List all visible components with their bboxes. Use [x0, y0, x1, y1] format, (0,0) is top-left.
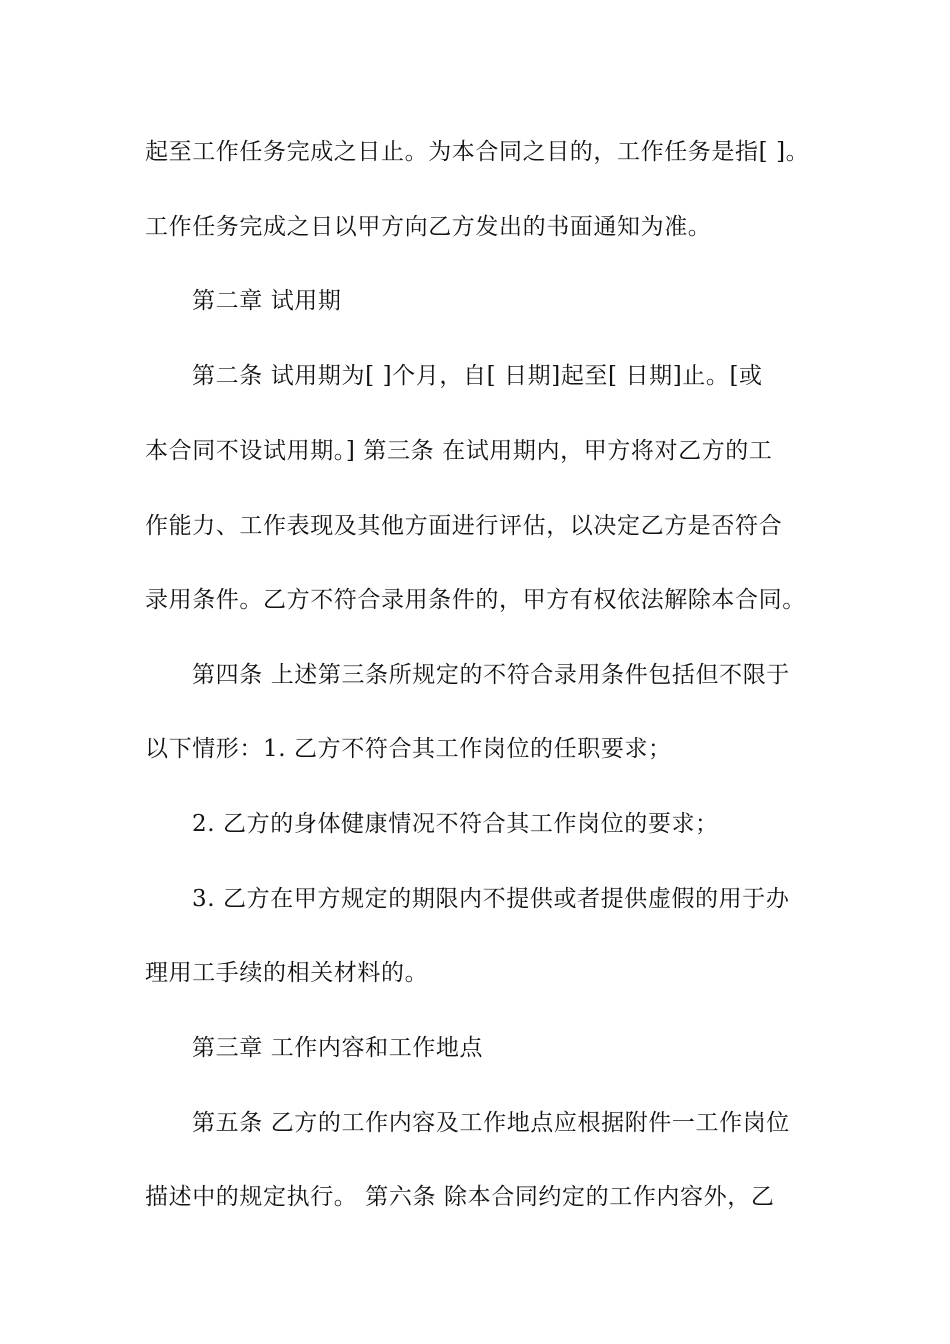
list-item: 3. 乙方在甲方规定的期限内不提供或者提供虚假的用于办: [192, 886, 790, 912]
text-line: 第五条 乙方的工作内容及工作地点应根据附件一工作岗位: [192, 1110, 790, 1136]
list-item: 2. 乙方的身体健康情况不符合其工作岗位的要求；: [192, 811, 719, 837]
chapter-heading: 第三章 工作内容和工作地点: [192, 1035, 484, 1061]
text-line: 描述中的规定执行。 第六条 除本合同约定的工作内容外，乙: [145, 1184, 775, 1210]
text-line: 工作任务完成之日以甲方向乙方发出的书面通知为准。: [145, 214, 712, 240]
text-line: 第二条 试用期为[ ]个月，自[ 日期]起至[ 日期]止。[或: [192, 363, 763, 389]
text-line: 录用条件。乙方不符合录用条件的，甲方有权依法解除本合同。: [145, 587, 806, 613]
text-line: 以下情形：1. 乙方不符合其工作岗位的任职要求；: [145, 736, 672, 762]
text-line: 本合同不设试用期。] 第三条 在试用期内，甲方将对乙方的工: [145, 438, 773, 464]
text-line: 理用工手续的相关材料的。: [145, 960, 429, 986]
text-line: 起至工作任务完成之日止。为本合同之目的，工作任务是指[ ]。: [145, 139, 810, 165]
text-line: 第四条 上述第三条所规定的不符合录用条件包括但不限于: [192, 662, 790, 688]
text-line: 作能力、工作表现及其他方面进行评估，以决定乙方是否符合: [145, 513, 783, 539]
chapter-heading: 第二章 试用期: [192, 288, 342, 314]
